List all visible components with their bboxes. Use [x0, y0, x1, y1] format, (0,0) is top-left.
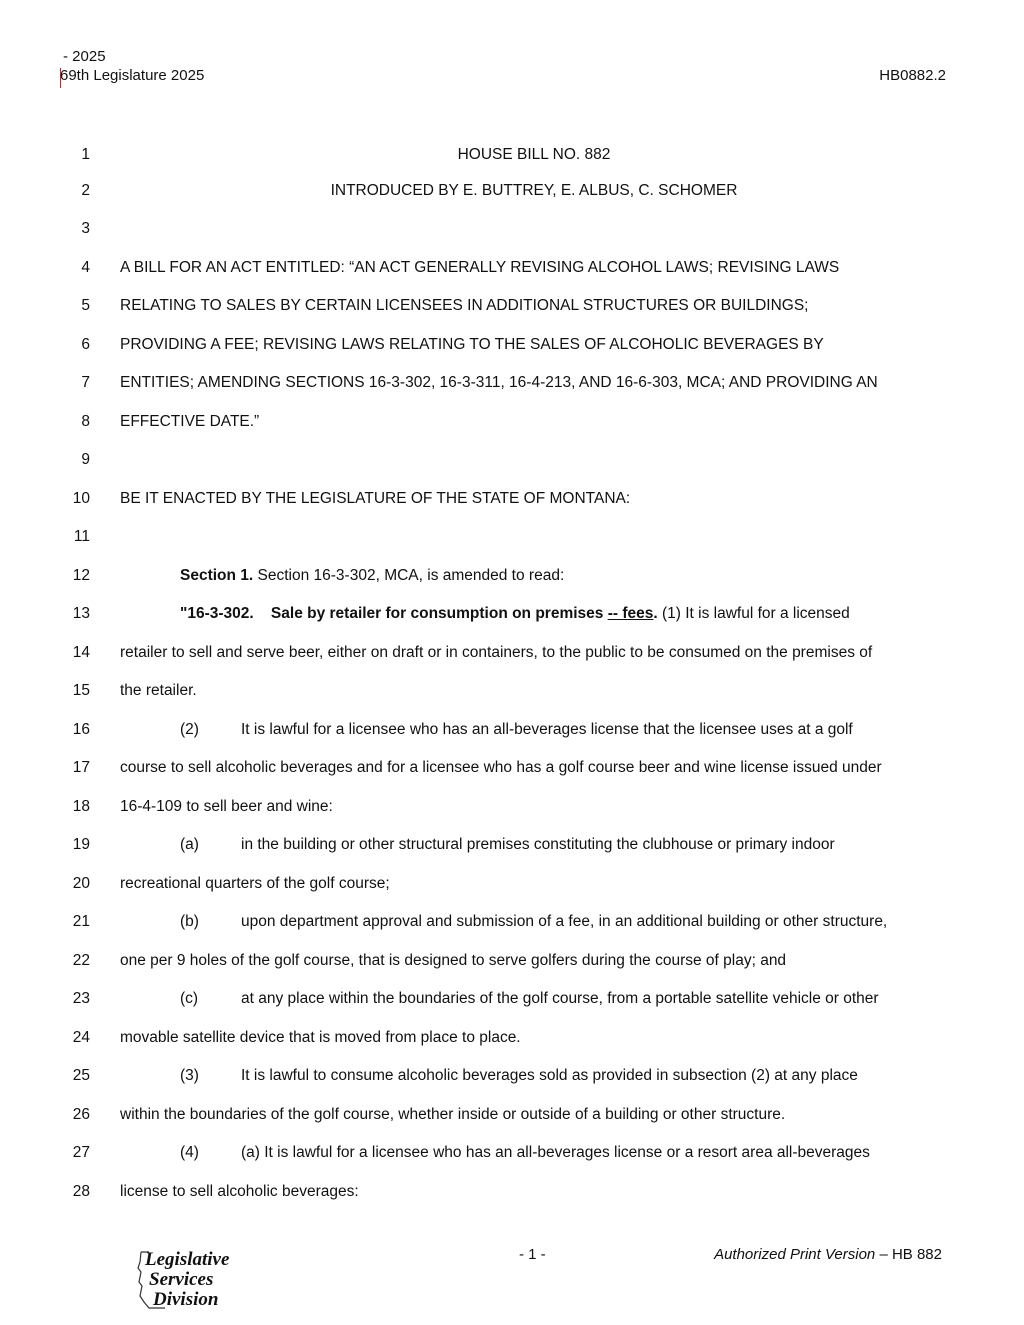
bill-line	[0, 719, 1024, 741]
line-number: 8	[81, 413, 90, 430]
line-number: 11	[73, 528, 90, 545]
line-number: 12	[72, 567, 90, 584]
bill-line	[0, 488, 1024, 510]
line-number: 3	[81, 220, 90, 237]
bill-line	[0, 1065, 1024, 1087]
enacting-clause: BE IT ENACTED BY THE LEGISLATURE OF THE STATE OF MONTANA:	[120, 490, 631, 507]
bill-line	[0, 757, 1024, 779]
line-text: 16-4-109 to sell beer and wine:	[120, 798, 333, 815]
line-text: license to sell alcoholic beverages:	[120, 1183, 359, 1200]
subsection-label: (c)	[180, 990, 199, 1007]
line-number: 16	[72, 721, 90, 738]
subsection-label: (a)	[180, 836, 199, 853]
line-number: 1	[81, 146, 90, 163]
bill-line	[0, 372, 1024, 394]
line-number: 9	[81, 451, 90, 468]
bill-line	[0, 1104, 1024, 1126]
logo-line-2: Services	[149, 1269, 214, 1290]
line-text: the retailer.	[120, 682, 197, 699]
line-text: (1) It is lawful for a licensed	[657, 605, 850, 622]
bill-line	[0, 1027, 1024, 1049]
line-text: retailer to sell and serve beer, either on draft or in containers, to the public to be consumed on the premises of	[120, 644, 873, 661]
line-text: PROVIDING A FEE; REVISING LAWS RELATING TO THE SALES OF ALCOHOLIC BEVERAGES BY	[120, 336, 824, 353]
line-number: 19	[72, 836, 90, 853]
line-text: at any place within the boundaries of the golf course, from a portable satellite vehicle or other	[241, 990, 879, 1007]
bill-line	[0, 988, 1024, 1010]
subsection-label: (4)	[180, 1144, 199, 1161]
bill-line	[0, 834, 1024, 856]
line-number: 21	[72, 913, 90, 930]
line-text: in the building or other structural premises constituting the clubhouse or primary indoor	[241, 836, 835, 853]
line-text: It is lawful for a licensee who has an all-beverages license that the licensee uses at a golf	[241, 721, 853, 738]
print-version-label: Authorized Print Version	[714, 1246, 876, 1263]
bill-line	[0, 295, 1024, 317]
bill-line	[0, 449, 1024, 471]
line-text: EFFECTIVE DATE.”	[120, 413, 260, 430]
line-number: 24	[72, 1029, 90, 1046]
section-label: Section 1.	[180, 567, 254, 584]
header-legislature: 69th Legislature 2025	[60, 67, 205, 84]
line-number: 2	[81, 182, 90, 199]
line-number: 10	[72, 490, 90, 507]
bill-line	[0, 642, 1024, 664]
bill-line	[0, 603, 1024, 625]
bill-line	[0, 257, 1024, 279]
line-number: 4	[81, 259, 90, 276]
statute-heading	[180, 603, 944, 625]
line-text: one per 9 holes of the golf course, that is designed to serve golfers during the course of play; and	[120, 952, 787, 969]
print-version	[714, 1246, 942, 1263]
bill-line	[0, 950, 1024, 972]
bill-line	[0, 873, 1024, 895]
bill-line	[0, 218, 1024, 240]
line-text: upon department approval and submission of a fee, in an additional building or other structure,	[241, 913, 888, 930]
line-number: 20	[72, 875, 90, 892]
inserted-text: -- fees	[607, 605, 654, 622]
bill-line	[0, 911, 1024, 933]
page-number: - 1 -	[519, 1246, 546, 1263]
bill-sponsors: INTRODUCED BY E. BUTTREY, E. ALBUS, C. SCHOMER	[330, 182, 738, 199]
line-number: 6	[81, 336, 90, 353]
line-number: 5	[81, 297, 90, 314]
logo-line-3: Division	[153, 1289, 219, 1310]
bill-title: HOUSE BILL NO. 882	[457, 146, 611, 163]
legislative-services-logo	[135, 1248, 255, 1312]
line-number: 23	[72, 990, 90, 1007]
line-number: 27	[72, 1144, 90, 1161]
line-number: 28	[72, 1183, 90, 1200]
header-bill-id: HB0882.2	[879, 67, 946, 84]
line-number: 22	[72, 952, 90, 969]
line-text: recreational quarters of the golf course;	[120, 875, 390, 892]
header-top-label: - 2025	[63, 48, 106, 65]
line-number: 15	[72, 682, 90, 699]
line-text: It is lawful to consume alcoholic beverages sold as provided in subsection (2) at any place	[241, 1067, 858, 1084]
bill-line	[0, 411, 1024, 433]
line-text: movable satellite device that is moved from place to place.	[120, 1029, 521, 1046]
line-number: 17	[72, 759, 90, 776]
subsection-label: (2)	[180, 721, 199, 738]
statute-title-end: .	[653, 605, 658, 622]
line-text: course to sell alcoholic beverages and for a licensee who has a golf course beer and wine license issued under	[120, 759, 882, 776]
line-text: A BILL FOR AN ACT ENTITLED: “AN ACT GENERALLY REVISING ALCOHOL LAWS; REVISING LAWS	[120, 259, 840, 276]
subsection-label: (3)	[180, 1067, 199, 1084]
line-text: ENTITIES; AMENDING SECTIONS 16-3-302, 16-3-311, 16-4-213, AND 16-6-303, MCA; AND PROVIDING AN	[120, 374, 878, 391]
line-number: 26	[72, 1106, 90, 1123]
bill-line	[0, 526, 1024, 548]
section-heading	[180, 565, 944, 587]
print-version-bill: – HB 882	[875, 1246, 942, 1263]
bill-line	[0, 1181, 1024, 1203]
bill-line	[0, 334, 1024, 356]
bill-line	[0, 180, 1024, 202]
bill-line	[0, 1142, 1024, 1164]
bill-line	[0, 680, 1024, 702]
line-number: 13	[72, 605, 90, 622]
bill-line	[0, 565, 1024, 587]
line-number: 7	[81, 374, 90, 391]
line-text: RELATING TO SALES BY CERTAIN LICENSEES IN ADDITIONAL STRUCTURES OR BUILDINGS;	[120, 297, 809, 314]
statute-title: "16-3-302. Sale by retailer for consumption on premises	[180, 605, 608, 622]
bill-line	[0, 796, 1024, 818]
section-text: Section 16-3-302, MCA, is amended to read:	[253, 567, 565, 584]
line-text: within the boundaries of the golf course, whether inside or outside of a building or other structure.	[120, 1106, 786, 1123]
line-number: 18	[72, 798, 90, 815]
subsection-label: (b)	[180, 913, 199, 930]
line-number: 25	[72, 1067, 90, 1084]
line-text: (a) It is lawful for a licensee who has an all-beverages license or a resort area all-beverages	[241, 1144, 870, 1161]
line-number: 14	[72, 644, 90, 661]
bill-line	[0, 144, 1024, 166]
logo-line-1: Legislative	[145, 1249, 230, 1270]
